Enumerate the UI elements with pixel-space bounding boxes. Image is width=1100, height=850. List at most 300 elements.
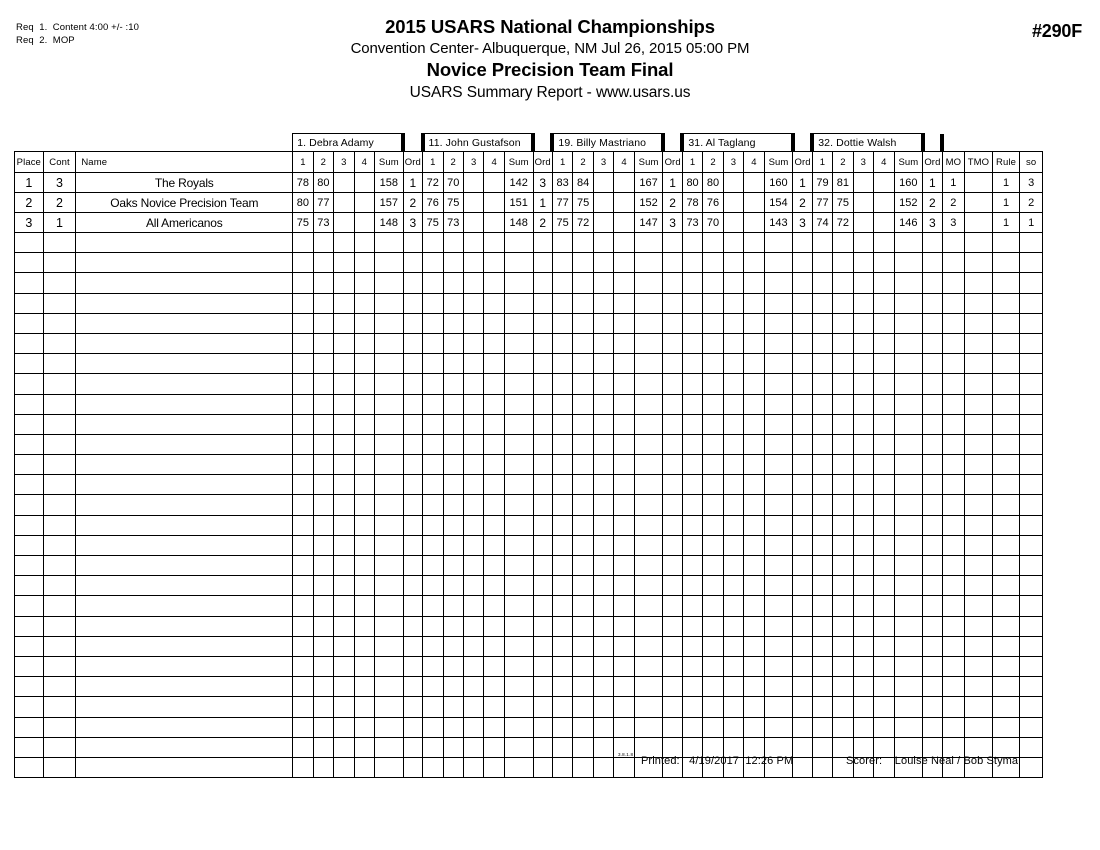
empty-cell [533, 677, 552, 697]
empty-cell [923, 656, 942, 676]
empty-cell [634, 697, 663, 717]
empty-cell [744, 233, 764, 253]
judge-name-3: 19. Billy Mastriano [552, 134, 663, 152]
empty-table-row[interactable] [15, 394, 1043, 414]
table-row[interactable] [15, 193, 1043, 213]
empty-cell [634, 354, 663, 374]
empty-cell [942, 233, 965, 253]
empty-table-row[interactable] [15, 333, 1043, 353]
empty-cell [533, 313, 552, 333]
empty-cell [443, 596, 463, 616]
judge-banner-row [15, 134, 1043, 152]
empty-table-row[interactable] [15, 616, 1043, 636]
empty-cell [874, 656, 894, 676]
empty-cell [663, 677, 682, 697]
empty-table-row[interactable] [15, 495, 1043, 515]
empty-table-row[interactable] [15, 697, 1043, 717]
empty-cell [573, 455, 593, 475]
empty-cell [744, 495, 764, 515]
empty-cell [663, 374, 682, 394]
empty-cell [812, 313, 832, 333]
empty-cell [403, 253, 422, 273]
empty-cell [354, 495, 374, 515]
empty-cell [533, 233, 552, 253]
column-header-cont: Cont [43, 152, 76, 173]
cell-j4-sum: 160 [764, 173, 793, 193]
cell-j3-score2: 75 [573, 193, 593, 213]
empty-cell [293, 535, 313, 555]
empty-cell [682, 636, 702, 656]
empty-cell [443, 495, 463, 515]
empty-cell [403, 576, 422, 596]
empty-cell [923, 556, 942, 576]
empty-cell [992, 515, 1020, 535]
empty-table-row[interactable] [15, 475, 1043, 495]
empty-table-row[interactable] [15, 556, 1043, 576]
empty-cell [43, 333, 76, 353]
cell-j5-score4 [874, 173, 894, 193]
empty-cell [593, 233, 613, 253]
cell-j2-sum: 148 [504, 213, 533, 233]
empty-cell [833, 233, 853, 253]
empty-cell [423, 233, 443, 253]
empty-cell [663, 596, 682, 616]
empty-cell [76, 677, 293, 697]
empty-cell [334, 273, 354, 293]
cell-place: 3 [15, 213, 44, 233]
empty-cell [504, 233, 533, 253]
empty-cell [573, 697, 593, 717]
empty-cell [793, 333, 812, 353]
empty-cell [942, 313, 965, 333]
empty-cell [793, 616, 812, 636]
cell-j4-score1: 78 [682, 193, 702, 213]
empty-cell [682, 354, 702, 374]
empty-cell [293, 313, 313, 333]
empty-cell [894, 273, 923, 293]
empty-cell [593, 253, 613, 273]
empty-cell [354, 717, 374, 737]
empty-cell [764, 374, 793, 394]
empty-cell [923, 596, 942, 616]
empty-cell [853, 233, 873, 253]
empty-cell [992, 576, 1020, 596]
empty-cell [463, 414, 483, 434]
cell-cont: 2 [43, 193, 76, 213]
empty-cell [43, 636, 76, 656]
column-header-j2-2: 2 [443, 152, 463, 173]
empty-cell [1020, 253, 1043, 273]
empty-table-row[interactable] [15, 535, 1043, 555]
judge-ord-spacer-1 [403, 134, 422, 152]
empty-cell [334, 535, 354, 555]
empty-cell [833, 434, 853, 454]
empty-cell [334, 455, 354, 475]
empty-cell [682, 253, 702, 273]
empty-cell [313, 374, 333, 394]
empty-cell [942, 273, 965, 293]
empty-cell [723, 515, 743, 535]
empty-cell [293, 495, 313, 515]
column-header-j2-sum: Sum [504, 152, 533, 173]
empty-cell [723, 656, 743, 676]
empty-cell [313, 273, 333, 293]
empty-table-row[interactable] [15, 293, 1043, 313]
empty-cell [793, 253, 812, 273]
cell-place: 1 [15, 173, 44, 193]
empty-cell [334, 656, 354, 676]
empty-cell [1020, 475, 1043, 495]
empty-table-row[interactable] [15, 273, 1043, 293]
empty-cell [443, 333, 463, 353]
championship-title: 2015 USARS National Championships [385, 16, 715, 37]
empty-cell [43, 374, 76, 394]
empty-table-row[interactable] [15, 636, 1043, 656]
empty-table-row[interactable] [15, 515, 1043, 535]
empty-cell [423, 515, 443, 535]
empty-cell [703, 515, 723, 535]
empty-cell [703, 374, 723, 394]
cell-team-name: Oaks Novice Precision Team [76, 193, 293, 213]
empty-cell [375, 233, 404, 253]
cell-j1-score1: 80 [293, 193, 313, 213]
empty-cell [1020, 636, 1043, 656]
empty-cell [593, 313, 613, 333]
empty-cell [593, 636, 613, 656]
empty-cell [853, 273, 873, 293]
empty-cell [703, 556, 723, 576]
cell-j4-score4 [744, 213, 764, 233]
empty-cell [634, 414, 663, 434]
empty-cell [793, 293, 812, 313]
empty-cell [293, 293, 313, 313]
empty-cell [533, 354, 552, 374]
empty-cell [375, 354, 404, 374]
empty-cell [313, 354, 333, 374]
empty-cell [764, 717, 793, 737]
empty-cell [1020, 434, 1043, 454]
empty-cell [793, 414, 812, 434]
empty-cell [764, 313, 793, 333]
empty-table-row[interactable] [15, 313, 1043, 333]
empty-cell [833, 293, 853, 313]
column-header-j1-ord: Ord [403, 152, 422, 173]
empty-cell [942, 535, 965, 555]
empty-cell [463, 535, 483, 555]
empty-cell [593, 697, 613, 717]
column-header-j2-ord: Ord [533, 152, 552, 173]
empty-cell [634, 434, 663, 454]
empty-table-row[interactable] [15, 455, 1043, 475]
empty-cell [533, 475, 552, 495]
empty-cell [793, 677, 812, 697]
empty-cell [334, 313, 354, 333]
empty-cell [484, 656, 504, 676]
empty-table-row[interactable] [15, 233, 1043, 253]
empty-cell [703, 273, 723, 293]
empty-cell [15, 253, 44, 273]
empty-cell [682, 293, 702, 313]
empty-cell [504, 253, 533, 273]
empty-cell [614, 677, 634, 697]
empty-cell [894, 475, 923, 495]
column-header-j3-4: 4 [614, 152, 634, 173]
empty-cell [484, 697, 504, 717]
empty-cell [923, 515, 942, 535]
column-header-j2-1: 1 [423, 152, 443, 173]
empty-cell [894, 414, 923, 434]
cell-mo: 2 [942, 193, 965, 213]
empty-cell [923, 414, 942, 434]
column-header-j5-sum: Sum [894, 152, 923, 173]
empty-cell [334, 495, 354, 515]
empty-cell [965, 455, 993, 475]
empty-cell [334, 333, 354, 353]
empty-cell [703, 354, 723, 374]
empty-cell [403, 656, 422, 676]
empty-cell [504, 636, 533, 656]
empty-cell [634, 576, 663, 596]
empty-cell [894, 535, 923, 555]
empty-cell [923, 313, 942, 333]
empty-cell [744, 394, 764, 414]
empty-cell [703, 495, 723, 515]
empty-cell [504, 333, 533, 353]
empty-cell [812, 535, 832, 555]
empty-table-row[interactable] [15, 677, 1043, 697]
empty-cell [965, 313, 993, 333]
empty-table-row[interactable] [15, 414, 1043, 434]
empty-cell [1020, 697, 1043, 717]
cell-j5-score4 [874, 213, 894, 233]
empty-cell [874, 556, 894, 576]
empty-cell [484, 475, 504, 495]
empty-cell [403, 434, 422, 454]
empty-cell [593, 394, 613, 414]
empty-cell [634, 495, 663, 515]
empty-cell [923, 717, 942, 737]
empty-cell [703, 656, 723, 676]
cell-j4-score2: 80 [703, 173, 723, 193]
empty-cell [723, 293, 743, 313]
empty-cell [663, 253, 682, 273]
empty-cell [293, 233, 313, 253]
empty-cell [1020, 313, 1043, 333]
empty-cell [423, 434, 443, 454]
cell-tmo [965, 213, 993, 233]
empty-cell [375, 333, 404, 353]
empty-cell [375, 576, 404, 596]
empty-table-row[interactable] [15, 253, 1043, 273]
empty-cell [573, 717, 593, 737]
empty-cell [833, 596, 853, 616]
empty-cell [682, 374, 702, 394]
empty-cell [703, 576, 723, 596]
cell-j3-score1: 77 [552, 193, 572, 213]
empty-cell [354, 293, 374, 313]
empty-cell [313, 313, 333, 333]
cell-j5-ord: 1 [923, 173, 942, 193]
empty-cell [744, 293, 764, 313]
empty-cell [833, 656, 853, 676]
empty-cell [853, 495, 873, 515]
empty-cell [463, 233, 483, 253]
empty-cell [484, 414, 504, 434]
empty-cell [443, 455, 463, 475]
empty-cell [614, 434, 634, 454]
empty-cell [894, 697, 923, 717]
empty-cell [15, 333, 44, 353]
empty-cell [573, 515, 593, 535]
empty-table-row[interactable] [15, 374, 1043, 394]
empty-cell [573, 253, 593, 273]
empty-cell [682, 697, 702, 717]
empty-table-row[interactable] [15, 596, 1043, 616]
column-header-j3-ord: Ord [663, 152, 682, 173]
empty-cell [403, 455, 422, 475]
cell-place: 2 [15, 193, 44, 213]
empty-cell [744, 576, 764, 596]
empty-cell [484, 394, 504, 414]
empty-cell [403, 596, 422, 616]
empty-cell [853, 596, 873, 616]
empty-cell [894, 394, 923, 414]
empty-cell [484, 233, 504, 253]
empty-cell [614, 333, 634, 353]
empty-cell [703, 394, 723, 414]
empty-cell [1020, 414, 1043, 434]
empty-cell [443, 616, 463, 636]
empty-cell [853, 394, 873, 414]
empty-cell [923, 333, 942, 353]
empty-cell [853, 313, 873, 333]
empty-cell [614, 596, 634, 616]
empty-cell [334, 717, 354, 737]
cell-j5-score3 [853, 193, 873, 213]
empty-cell [744, 354, 764, 374]
empty-cell [614, 313, 634, 333]
empty-cell [723, 434, 743, 454]
empty-cell [504, 394, 533, 414]
empty-cell [764, 394, 793, 414]
empty-cell [853, 616, 873, 636]
empty-cell [533, 434, 552, 454]
empty-cell [293, 576, 313, 596]
column-header-j5-4: 4 [874, 152, 894, 173]
empty-table-row[interactable] [15, 576, 1043, 596]
judge-name-4: 31. Al Taglang [682, 134, 792, 152]
empty-cell [504, 455, 533, 475]
empty-cell [573, 475, 593, 495]
empty-cell [354, 636, 374, 656]
empty-cell [682, 414, 702, 434]
empty-cell [764, 636, 793, 656]
table-row[interactable] [15, 213, 1043, 233]
empty-cell [593, 374, 613, 394]
empty-cell [313, 556, 333, 576]
empty-cell [764, 253, 793, 273]
empty-cell [484, 556, 504, 576]
empty-cell [942, 333, 965, 353]
empty-cell [833, 495, 853, 515]
empty-cell [573, 273, 593, 293]
empty-cell [965, 636, 993, 656]
empty-cell [853, 697, 873, 717]
empty-cell [663, 576, 682, 596]
empty-cell [723, 475, 743, 495]
empty-table-row[interactable] [15, 434, 1043, 454]
cell-j2-score3 [463, 213, 483, 233]
empty-cell [744, 656, 764, 676]
empty-cell [833, 475, 853, 495]
empty-cell [812, 677, 832, 697]
empty-cell [744, 374, 764, 394]
empty-table-row[interactable] [15, 717, 1043, 737]
empty-cell [504, 414, 533, 434]
empty-cell [593, 455, 613, 475]
empty-cell [663, 697, 682, 717]
empty-cell [76, 495, 293, 515]
empty-cell [965, 333, 993, 353]
empty-cell [403, 354, 422, 374]
table-row[interactable] [15, 173, 1043, 193]
judge-name-1: 1. Debra Adamy [293, 134, 403, 152]
empty-cell [484, 455, 504, 475]
empty-cell [313, 535, 333, 555]
empty-cell [443, 253, 463, 273]
empty-cell [1020, 717, 1043, 737]
requirement-line: Req 2. MOP [16, 34, 75, 46]
empty-cell [43, 354, 76, 374]
cell-j5-sum: 152 [894, 193, 923, 213]
cell-j2-score3 [463, 173, 483, 193]
empty-table-row[interactable] [15, 656, 1043, 676]
empty-cell [812, 293, 832, 313]
empty-cell [853, 354, 873, 374]
empty-cell [375, 293, 404, 313]
empty-cell [593, 434, 613, 454]
empty-cell [853, 576, 873, 596]
empty-cell [992, 313, 1020, 333]
empty-cell [723, 253, 743, 273]
empty-cell [874, 354, 894, 374]
empty-cell [484, 515, 504, 535]
empty-cell [354, 616, 374, 636]
empty-cell [992, 354, 1020, 374]
empty-cell [354, 434, 374, 454]
empty-table-row[interactable] [15, 354, 1043, 374]
cell-j2-ord: 1 [533, 193, 552, 213]
empty-cell [833, 697, 853, 717]
empty-cell [43, 273, 76, 293]
column-header-so: so [1020, 152, 1043, 173]
empty-cell [15, 656, 44, 676]
empty-cell [504, 374, 533, 394]
column-header-rule: Rule [992, 152, 1020, 173]
empty-cell [403, 515, 422, 535]
empty-cell [793, 535, 812, 555]
empty-cell [923, 374, 942, 394]
empty-cell [552, 475, 572, 495]
cell-j4-score2: 76 [703, 193, 723, 213]
empty-cell [812, 455, 832, 475]
empty-cell [313, 475, 333, 495]
cell-cont: 3 [43, 173, 76, 193]
empty-cell [812, 636, 832, 656]
column-header-place: Place [15, 152, 44, 173]
empty-cell [682, 535, 702, 555]
empty-cell [463, 394, 483, 414]
